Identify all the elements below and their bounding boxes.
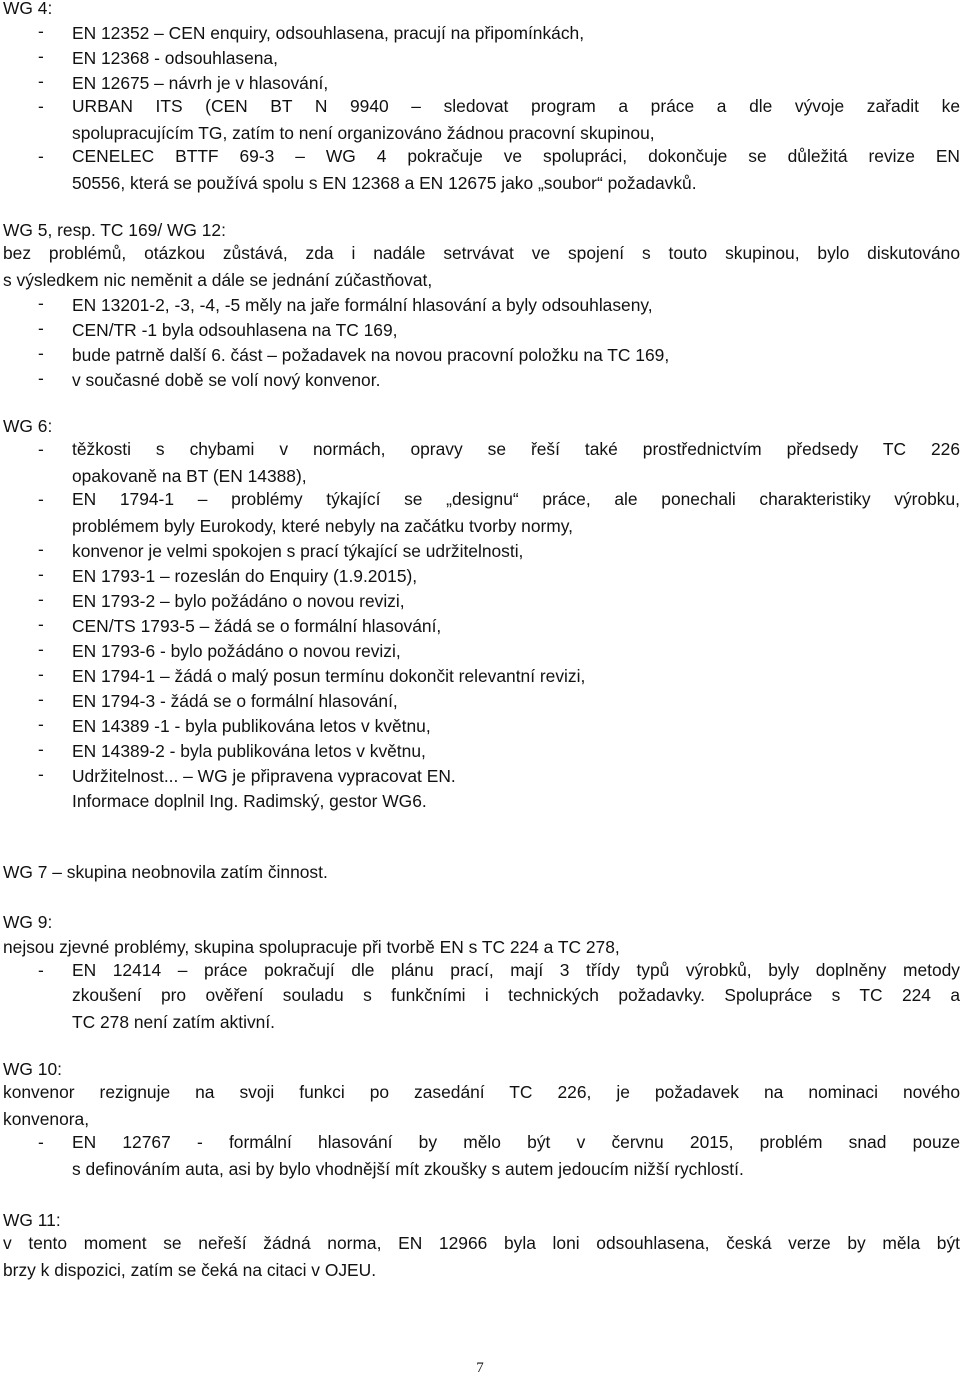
list-item: - EN 12352 – CEN enquiry, odsouhlasena, pracují na připomínkách, [3, 21, 960, 46]
list-item-text: Informace doplnil Ing. Radimský, gestor WG6. [72, 791, 427, 811]
section-heading: WG 10: [3, 1059, 62, 1079]
list-item-text: EN 1794-1 – žádá o malý posun termínu dokončit relevantní revizi, [72, 666, 586, 686]
paragraph-text: brzy k dispozici, zatím se čeká na citaci v OJEU. [3, 1260, 377, 1280]
list-item-text: EN 1793-6 - bylo požádáno o novou revizi, [72, 641, 401, 661]
list-item: - EN 1793-1 – rozeslán do Enquiry (1.9.2015), [3, 564, 960, 589]
section-wg11 [3, 1208, 960, 1283]
list-item-text: problémem byly Eurokody, které nebyly na začátku tvorby normy, [72, 516, 573, 536]
list-item: - EN 1794-1 – žádá o malý posun termínu dokončit relevantní revizi, [3, 664, 960, 689]
section-wg6 [3, 414, 960, 814]
section-heading: WG 5, resp. TC 169/ WG 12: [3, 220, 226, 240]
list-item-text: bude patrně další 6. část – požadavek na novou pracovní položku na TC 169, [72, 345, 670, 365]
list-item: - EN 1794-3 - žádá se o formální hlasování, [3, 689, 960, 714]
list-item: - EN 1793-6 - bylo požádáno o novou revizi, [3, 639, 960, 664]
list-item: - URBAN ITS (CEN BT N 9940 – sledovat program a práce a dle vývoje zařadit ke spolupracujícím TG, zatím to není organizováno žádnou pracovní skupinou, [3, 96, 960, 146]
list-item: - Udržitelnost... – WG je připravena vypracovat EN. Informace doplnil Ing. Radimský, gestor WG6. [3, 764, 960, 814]
list-item: - EN 13201-2, -3, -4, -5 měly na jaře formální hlasování a byly odsouhlaseny, [3, 293, 960, 318]
list-item-text: EN 12675 – návrh je v hlasování, [72, 73, 329, 93]
list-item: - CEN/TR -1 byla odsouhlasena na TC 169, [3, 318, 960, 343]
paragraph-text: v tento moment se neřeší žádná norma, EN 12966 byla loni odsouhlasena, česká verze by měla být [3, 1233, 960, 1253]
list-item-text: zkoušení pro ověření souladu s funkčními i technických požadavky. Spolupráce s TC 224 a [72, 985, 960, 1005]
list-item: - CEN/TS 1793-5 – žádá se o formální hlasování, [3, 614, 960, 639]
paragraph-text: s výsledkem nic neměnit a dále se jednání zúčastňovat, [3, 270, 433, 290]
list-item: - EN 12368 - odsouhlasena, [3, 46, 960, 71]
list-item-text: EN 14389 -1 - byla publikována letos v květnu, [72, 716, 431, 736]
list-item: - EN 14389 -1 - byla publikována letos v květnu, [3, 714, 960, 739]
section-wg7 [3, 860, 960, 885]
section-heading: WG 4: [3, 0, 53, 18]
section-wg9 [3, 910, 960, 1035]
paragraph-text: konvenor rezignuje na svoji funkci po zasedání TC 226, je požadavek na nominaci nového [3, 1082, 960, 1102]
list-item-text: EN 12414 – práce pokračují dle plánu prací, mají 3 třídy typů výrobků, byly doplněny metody [72, 960, 960, 980]
list-item: - EN 1794-1 – problémy týkající se „designu“ práce, ale ponechali charakteristiky výrobku, problémem byly Eurokody, které nebyly na začátku tvorby normy, [3, 489, 960, 539]
list-item-text: konvenor je velmi spokojen s prací týkající se udržitelnosti, [72, 541, 524, 561]
list-item-text: Udržitelnost... – WG je připravena vypracovat EN. [72, 766, 456, 786]
list-item-text: EN 13201-2, -3, -4, -5 měly na jaře formální hlasování a byly odsouhlaseny, [72, 295, 653, 315]
list-item: - EN 12675 – návrh je v hlasování, [3, 71, 960, 96]
paragraph-text: konvenora, [3, 1109, 90, 1129]
list-item-text: opakovaně na BT (EN 14388), [72, 466, 307, 486]
list-item: - EN 12414 – práce pokračují dle plánu prací, mají 3 třídy typů výrobků, byly doplněny metody zkoušení pro ověření souladu s funkčními i technických požadavky. Spolupráce s TC 224 a TC 278 není zatím aktivní. [3, 960, 960, 1035]
list-item-text: CENELEC BTTF 69-3 – WG 4 pokračuje ve spolupráci, dokončuje se důležitá revize EN [72, 146, 960, 166]
paragraph-text: nejsou zjevné problémy, skupina spolupracuje při tvorbě EN s TC 224 a TC 278, [3, 937, 620, 957]
list-item-text: EN 12767 - formální hlasování by mělo být v červnu 2015, problém snad pouze [72, 1132, 960, 1152]
paragraph-text: bez problémů, otázkou zůstává, zda i nadále setrvávat ve spojení s touto skupinou, bylo diskutováno [3, 243, 960, 263]
section-heading: WG 11: [3, 1210, 61, 1230]
list-item-text: CEN/TS 1793-5 – žádá se o formální hlasování, [72, 616, 442, 636]
list-item: - CENELEC BTTF 69-3 – WG 4 pokračuje ve spolupráci, dokončuje se důležitá revize EN 50556, která se používá spolu s EN 12368 a EN 12675 jako „soubor“ požadavků. [3, 146, 960, 196]
list-item-text: EN 12368 - odsouhlasena, [72, 48, 278, 68]
list-item-text: EN 14389-2 - byla publikována letos v květnu, [72, 741, 426, 761]
section-wg10 [3, 1057, 960, 1182]
list-item: - EN 14389-2 - byla publikována letos v květnu, [3, 739, 960, 764]
list-item-text: s definováním auta, asi by bylo vhodnější mít zkoušky s autem jedoucím nižší rychlostí. [72, 1159, 744, 1179]
list-item-text: v současné době se volí nový konvenor. [72, 370, 381, 390]
section-heading: WG 9: [3, 912, 53, 932]
list-item-text: 50556, která se používá spolu s EN 12368 a EN 12675 jako „soubor“ požadavků. [72, 173, 697, 193]
page-number: 7 [476, 1360, 484, 1376]
paragraph-text: WG 7 – skupina neobnovila zatím činnost. [3, 862, 328, 882]
list-item: - těžkosti s chybami v normách, opravy se řeší také prostřednictvím předsedy TC 226 opakovaně na BT (EN 14388), [3, 439, 960, 489]
list-item: - EN 1793-2 – bylo požádáno o novou revizi, [3, 589, 960, 614]
list-item-text: EN 12352 – CEN enquiry, odsouhlasena, pracují na připomínkách, [72, 23, 585, 43]
list-item-text: těžkosti s chybami v normách, opravy se řeší také prostřednictvím předsedy TC 226 [72, 439, 960, 459]
list-item-text: EN 1794-3 - žádá se o formální hlasování, [72, 691, 398, 711]
section-heading: WG 6: [3, 416, 53, 436]
list-item-text: CEN/TR -1 byla odsouhlasena na TC 169, [72, 320, 398, 340]
section-wg5 [3, 218, 960, 393]
list-item-text: EN 1793-1 – rozeslán do Enquiry (1.9.2015), [72, 566, 418, 586]
list-item-text: URBAN ITS (CEN BT N 9940 – sledovat program a práce a dle vývoje zařadit ke [72, 96, 960, 116]
list-item-text: EN 1793-2 – bylo požádáno o novou revizi, [72, 591, 405, 611]
list-item: - v současné době se volí nový konvenor. [3, 368, 960, 393]
list-item-text: TC 278 není zatím aktivní. [72, 1012, 275, 1032]
list-item: - konvenor je velmi spokojen s prací týkající se udržitelnosti, [3, 539, 960, 564]
list-item: - bude patrně další 6. část – požadavek na novou pracovní položku na TC 169, [3, 343, 960, 368]
list-item: - EN 12767 - formální hlasování by mělo být v červnu 2015, problém snad pouze s definováním auta, asi by bylo vhodnější mít zkoušky s autem jedoucím nižší rychlostí. [3, 1132, 960, 1182]
list-item-text: EN 1794-1 – problémy týkající se „designu“ práce, ale ponechali charakteristiky výrobku, [72, 489, 960, 509]
list-item-text: spolupracujícím TG, zatím to není organizováno žádnou pracovní skupinou, [72, 123, 655, 143]
section-wg4 [3, 0, 960, 196]
